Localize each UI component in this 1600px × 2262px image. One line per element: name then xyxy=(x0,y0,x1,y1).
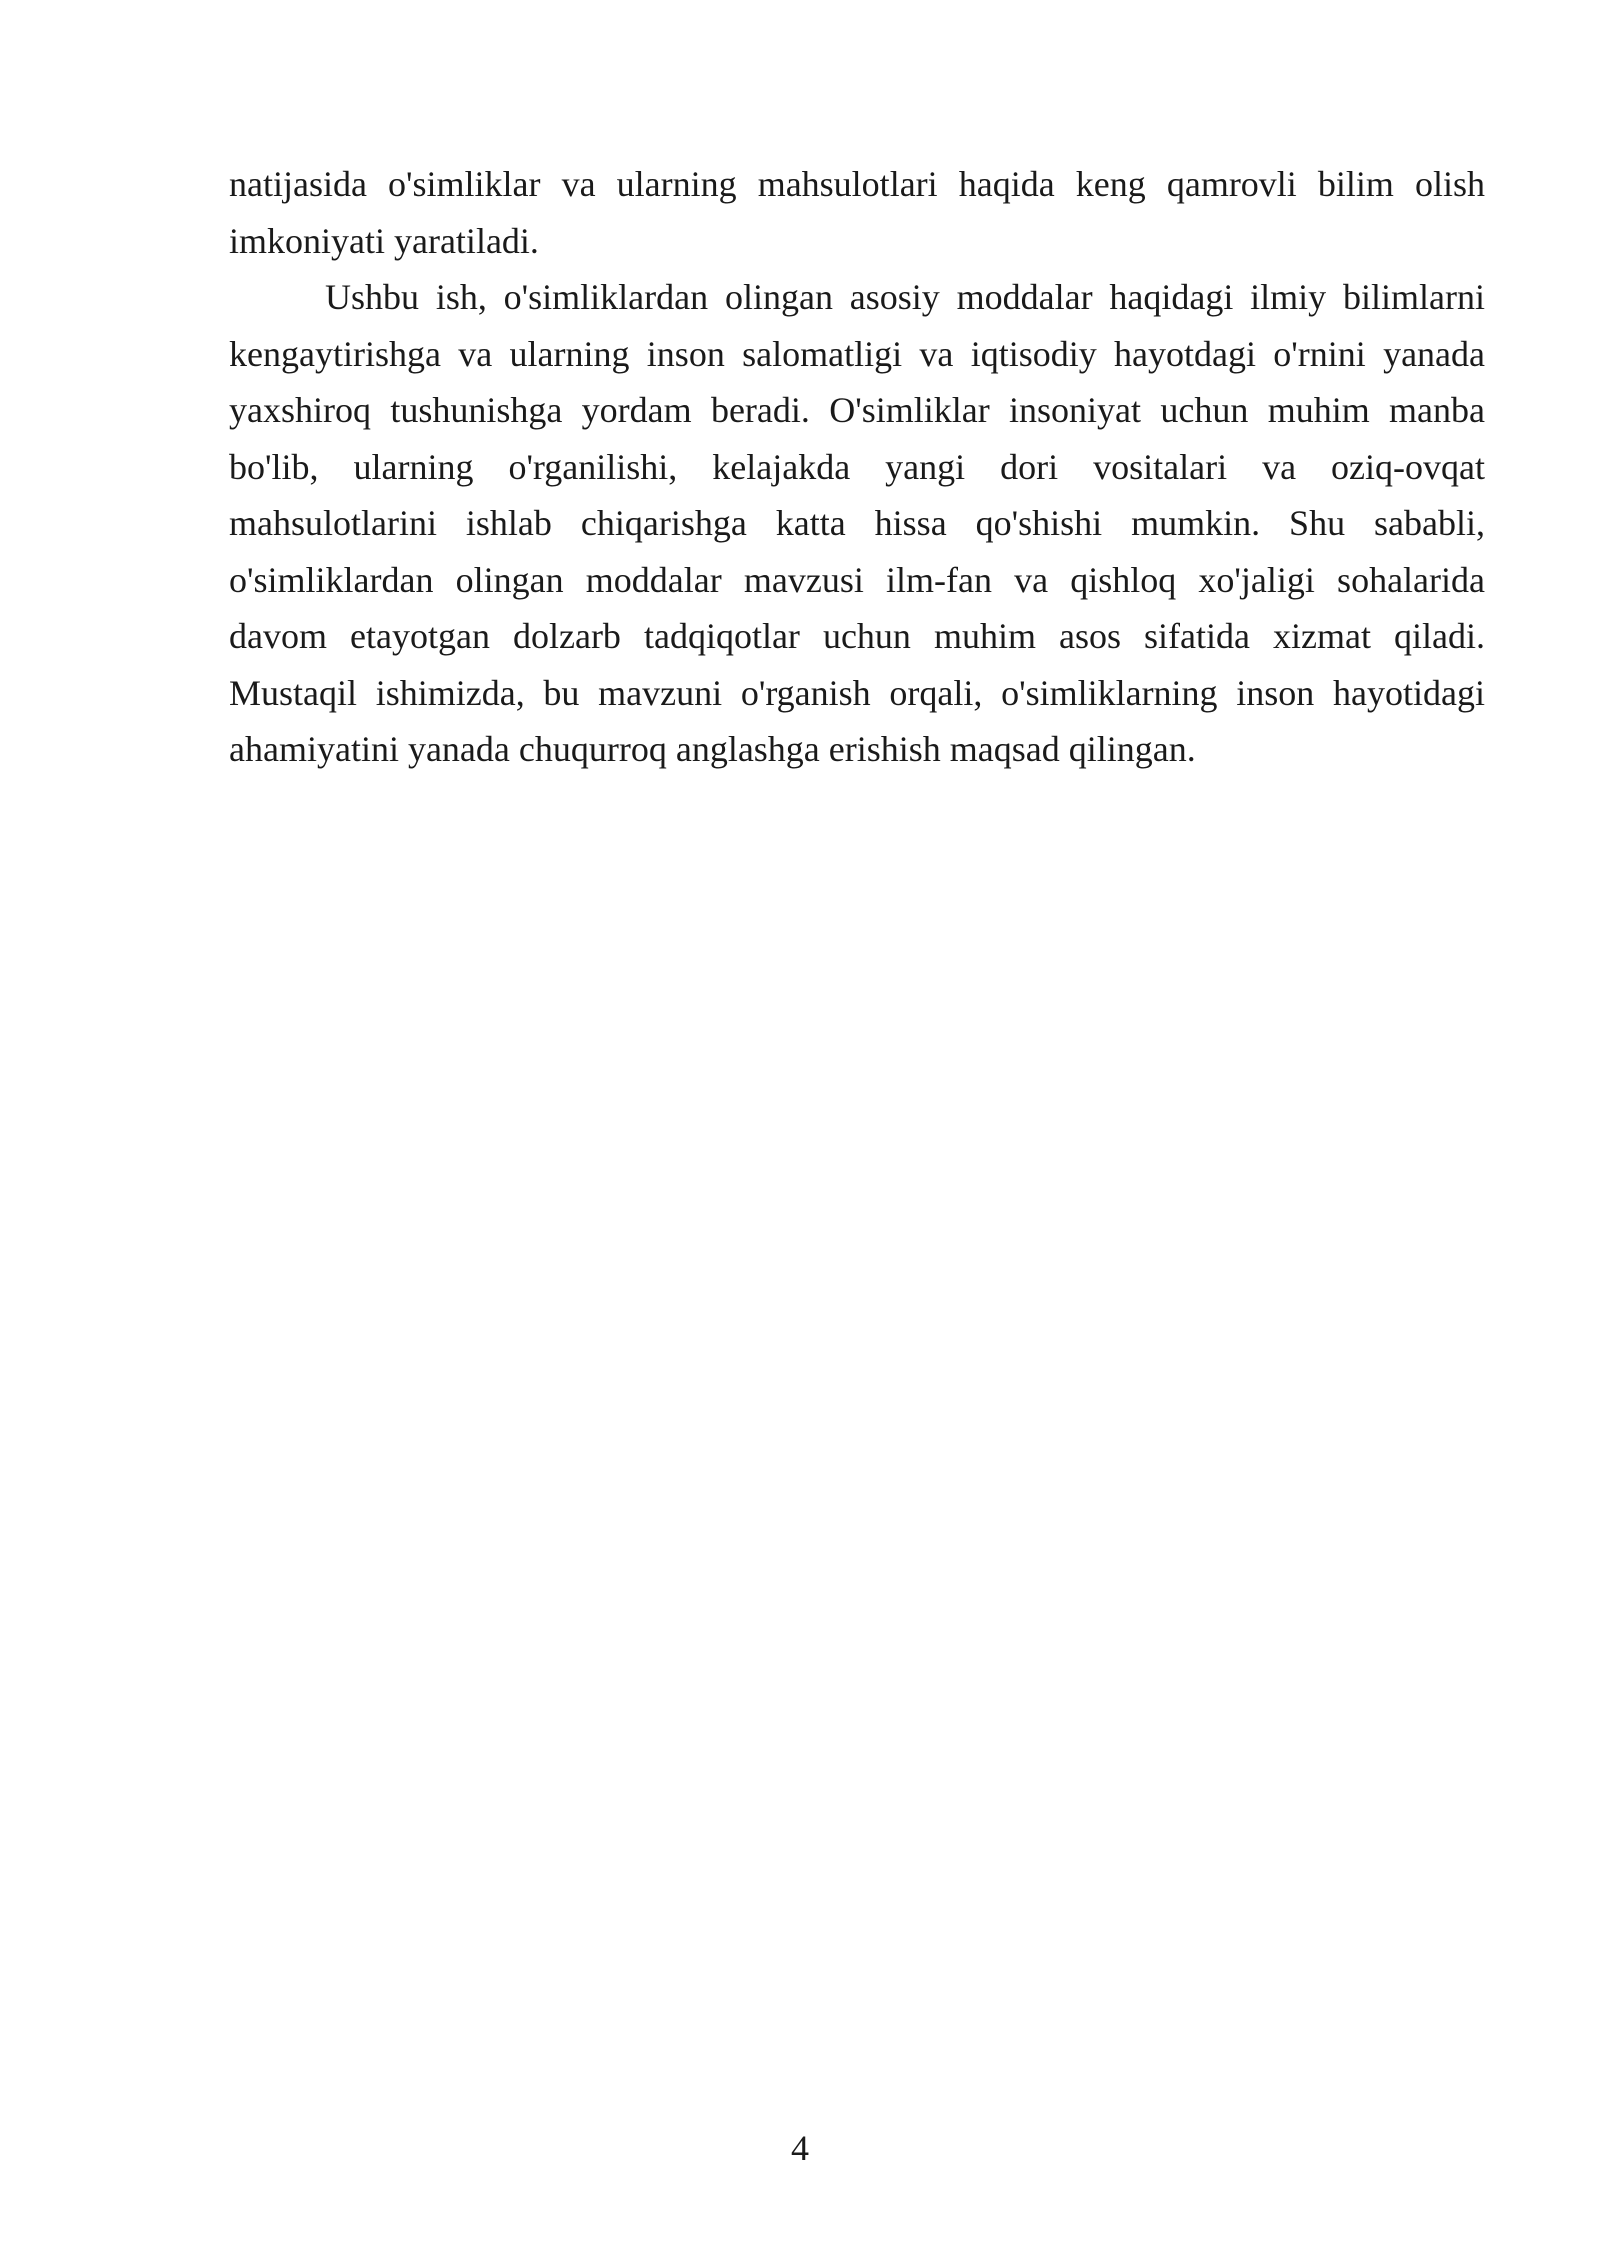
paragraph-continuation: natijasida o'simliklar va ularning mahsulotlari haqida keng qamrovli bilim olish imkoniyati yaratiladi. xyxy=(229,164,1485,261)
page-number: 4 xyxy=(791,2128,809,2168)
body-text xyxy=(229,156,1485,778)
paragraph-main: Ushbu ish, o'simliklardan olingan asosiy moddalar haqidagi ilmiy bilimlarni kengaytirishga va ularning inson salomatligi va iqtisodiy hayotdagi o'rnini yanada yaxshiroq tushunishga yordam beradi. O'simliklar insoniyat uchun muhim manba bo'lib, ularning o'rganilishi, kelajakda yangi dori vositalari va oziq-ovqat mahsulotlarini ishlab chiqarishga katta hissa qo'shishi mumkin. Shu sababli, o'simliklardan olingan moddalar mavzusi ilm-fan va qishloq xo'jaligi sohalarida davom etayotgan dolzarb tadqiqotlar uchun muhim asos sifatida xizmat qiladi. Mustaqil ishimizda, bu mavzuni o'rganish orqali, o'simliklarning inson hayotidagi ahamiyatini yanada chuqurroq anglashga erishish maqsad qilingan. xyxy=(229,277,1485,769)
